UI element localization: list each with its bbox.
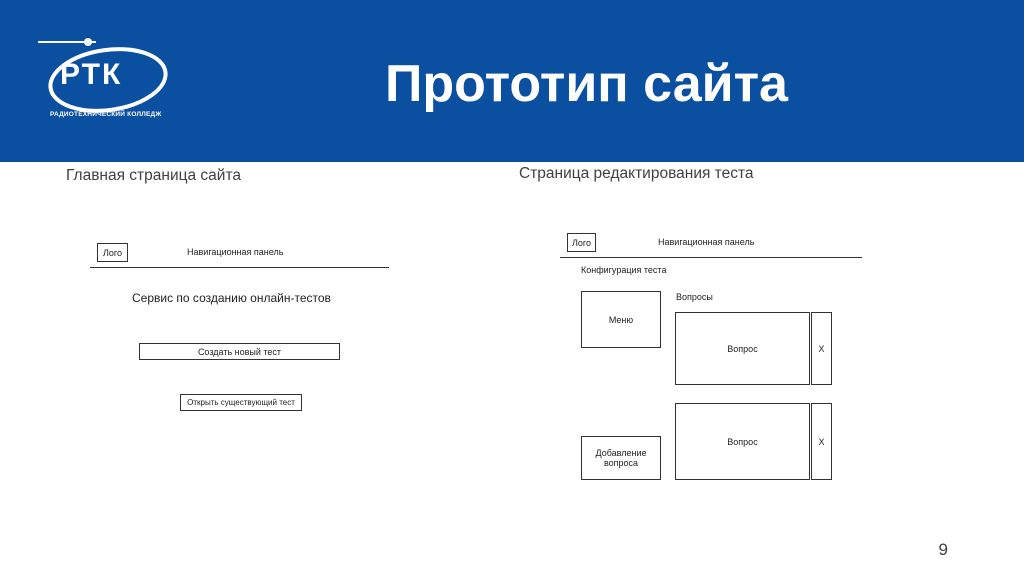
add-question-box: Добавление вопроса (581, 436, 661, 480)
question-close-box: X (811, 312, 832, 385)
slide-header (0, 0, 1024, 162)
question-box: Вопрос (675, 403, 810, 480)
question-box: Вопрос (675, 312, 810, 385)
edit-divider (560, 257, 862, 258)
questions-label: Вопросы (676, 292, 713, 302)
edit-page-title: Страница редактирования теста (519, 165, 754, 182)
main-page-title: Главная страница сайта (66, 167, 241, 184)
open-test-button: Открыть существующий тест (180, 394, 302, 411)
edit-nav-label: Навигационная панель (658, 237, 755, 247)
main-divider (90, 267, 389, 268)
logo-subtitle: РАДИОТЕХНИЧЕСКИЙ КОЛЛЕДЖ (50, 111, 162, 118)
logo-text: РТК (60, 58, 123, 91)
menu-box: Меню (581, 291, 661, 348)
config-label: Конфигурация теста (581, 265, 667, 275)
main-nav-label: Навигационная панель (187, 247, 284, 257)
question-close-box: X (811, 403, 832, 480)
page-title: Прототип сайта (385, 55, 788, 113)
edit-logo-box: Лого (567, 233, 596, 252)
main-logo-box: Лого (97, 243, 128, 262)
create-test-button: Создать новый тест (139, 343, 340, 360)
service-heading: Сервис по созданию онлайн-тестов (132, 291, 331, 305)
page-number: 9 (938, 540, 948, 559)
